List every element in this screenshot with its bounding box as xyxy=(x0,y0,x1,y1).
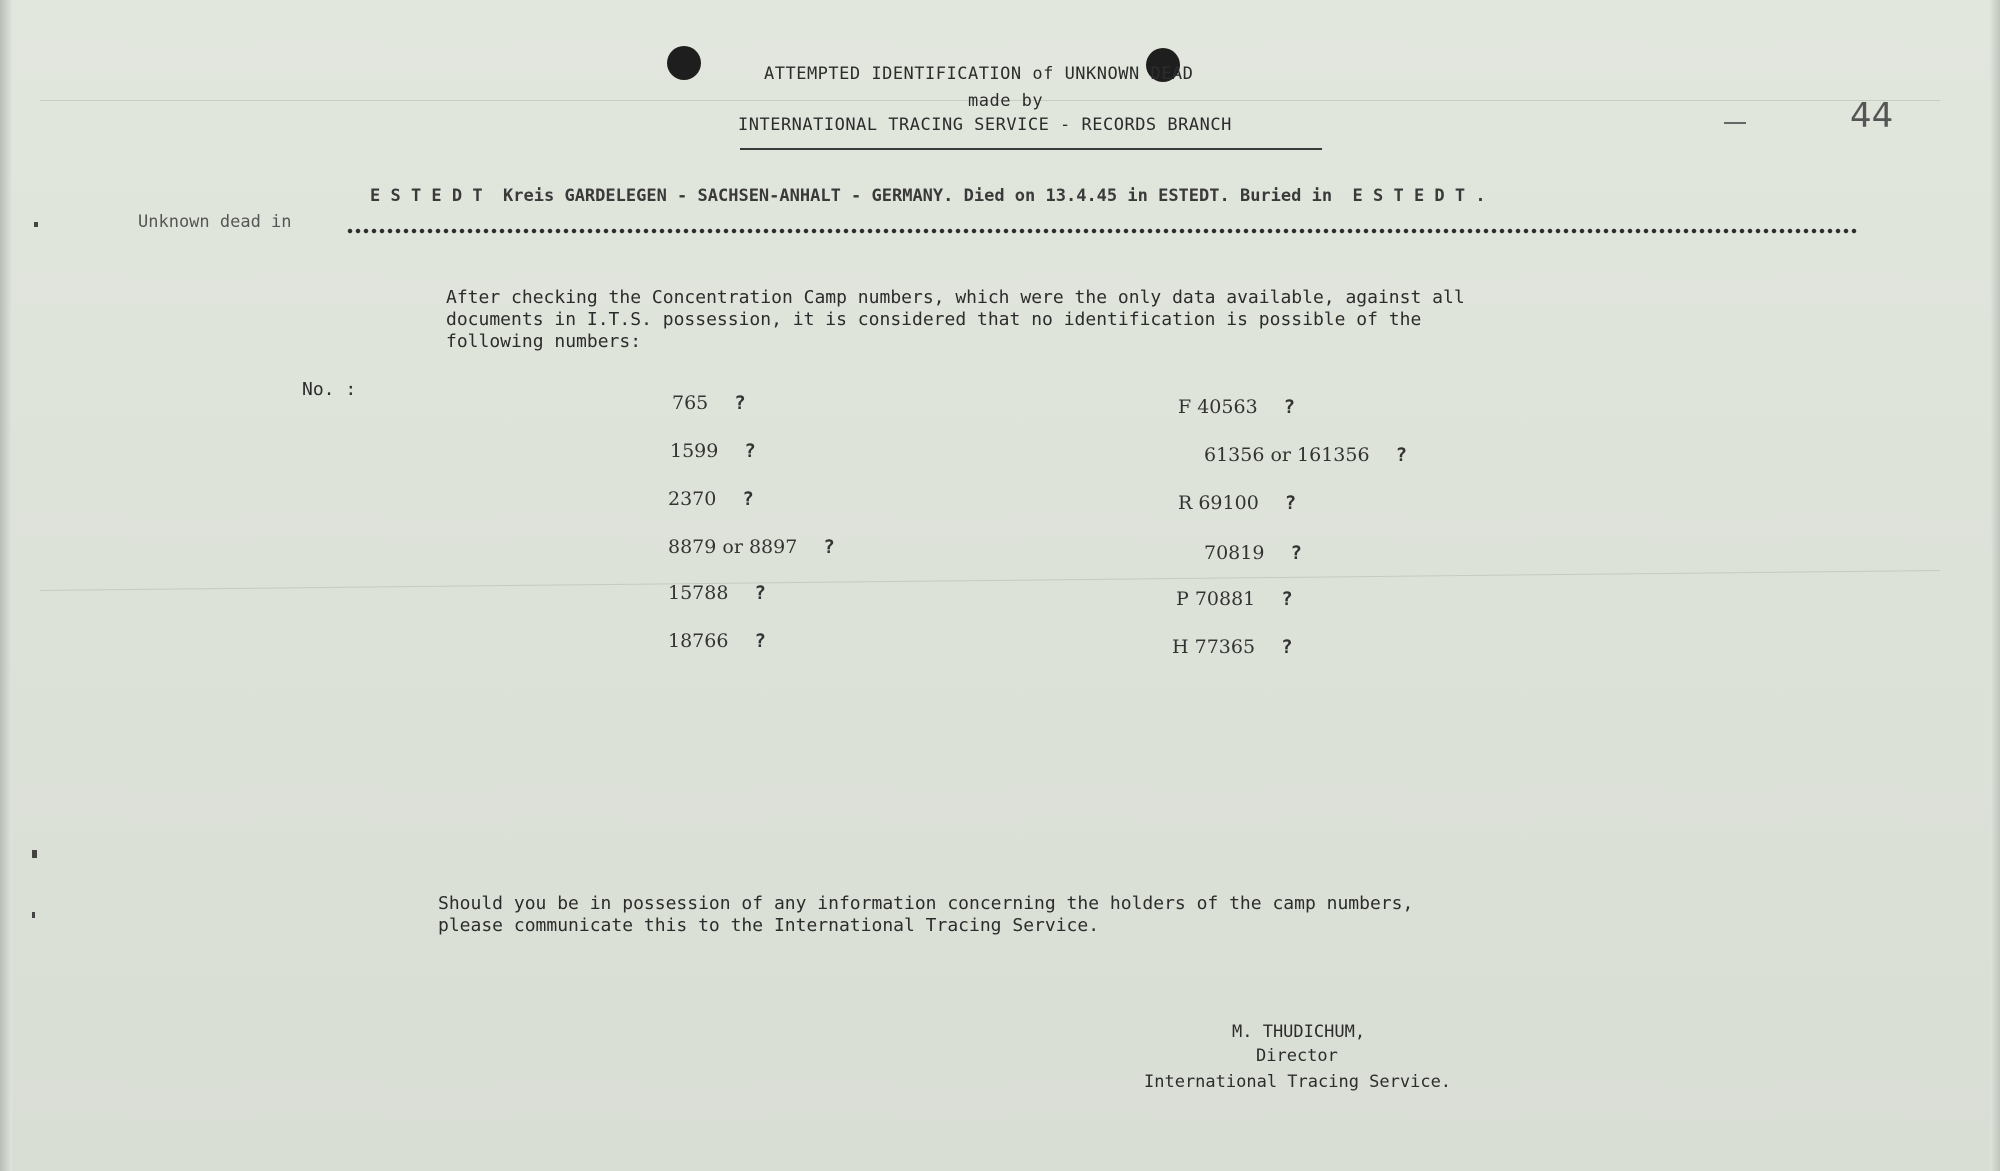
numbers-label: No. : xyxy=(302,379,357,400)
right-edge xyxy=(1990,0,2000,1171)
camp-number-right: 70819 ? xyxy=(1204,542,1302,564)
body-line-3: following numbers: xyxy=(446,331,642,352)
made-by-label: made by xyxy=(968,91,1044,111)
paper-line xyxy=(40,570,1940,591)
camp-number-left: 15788 ? xyxy=(668,582,766,604)
camp-number-right: R 69100 ? xyxy=(1178,492,1297,514)
camp-number-right: P 70881 ? xyxy=(1176,588,1293,610)
unknown-dead-label: Unknown dead in xyxy=(138,212,292,232)
camp-number-right: F 40563 ? xyxy=(1178,396,1296,418)
camp-number-left: 8879 or 8897 ? xyxy=(668,536,835,558)
margin-mark xyxy=(32,850,37,858)
camp-number-left: 2370 ? xyxy=(668,488,754,510)
signatory-name: M. THUDICHUM, xyxy=(1232,1022,1366,1042)
camp-number-right: 61356 or 161356 ? xyxy=(1204,444,1408,466)
left-edge xyxy=(0,0,12,1171)
body-line-2: documents in I.T.S. possession, it is considered that no identification is possible of the xyxy=(446,309,1422,330)
margin-mark xyxy=(32,912,35,918)
page-number: 44 xyxy=(1850,96,1894,136)
dotted-rule xyxy=(346,228,1858,234)
camp-number-left: 1599 ? xyxy=(670,440,756,462)
corner-dash xyxy=(1724,122,1746,124)
body-line-1: After checking the Concentration Camp numbers, which were the only data available, against all xyxy=(446,287,1465,308)
footer-line-2: please communicate this to the International Tracing Service. xyxy=(438,915,1100,936)
document-title: ATTEMPTED IDENTIFICATION of UNKNOWN DEAD xyxy=(764,64,1194,84)
camp-number-left: 765 ? xyxy=(672,392,746,414)
camp-number-left: 18766 ? xyxy=(668,630,766,652)
organization-header: INTERNATIONAL TRACING SERVICE - RECORDS BRANCH xyxy=(738,115,1232,135)
signatory-organization: International Tracing Service. xyxy=(1144,1072,1452,1092)
location-details: E S T E D T Kreis GARDELEGEN - SACHSEN-ANHALT - GERMANY. Died on 13.4.45 in ESTEDT. Buried in E S T E D T . xyxy=(370,186,1486,206)
margin-mark xyxy=(34,222,38,227)
punch-hole-left xyxy=(667,46,701,80)
footer-line-1: Should you be in possession of any information concerning the holders of the camp numbers, xyxy=(438,893,1414,914)
header-underline xyxy=(740,148,1322,150)
signatory-title: Director xyxy=(1256,1046,1338,1066)
camp-number-right: H 77365 ? xyxy=(1172,636,1293,658)
